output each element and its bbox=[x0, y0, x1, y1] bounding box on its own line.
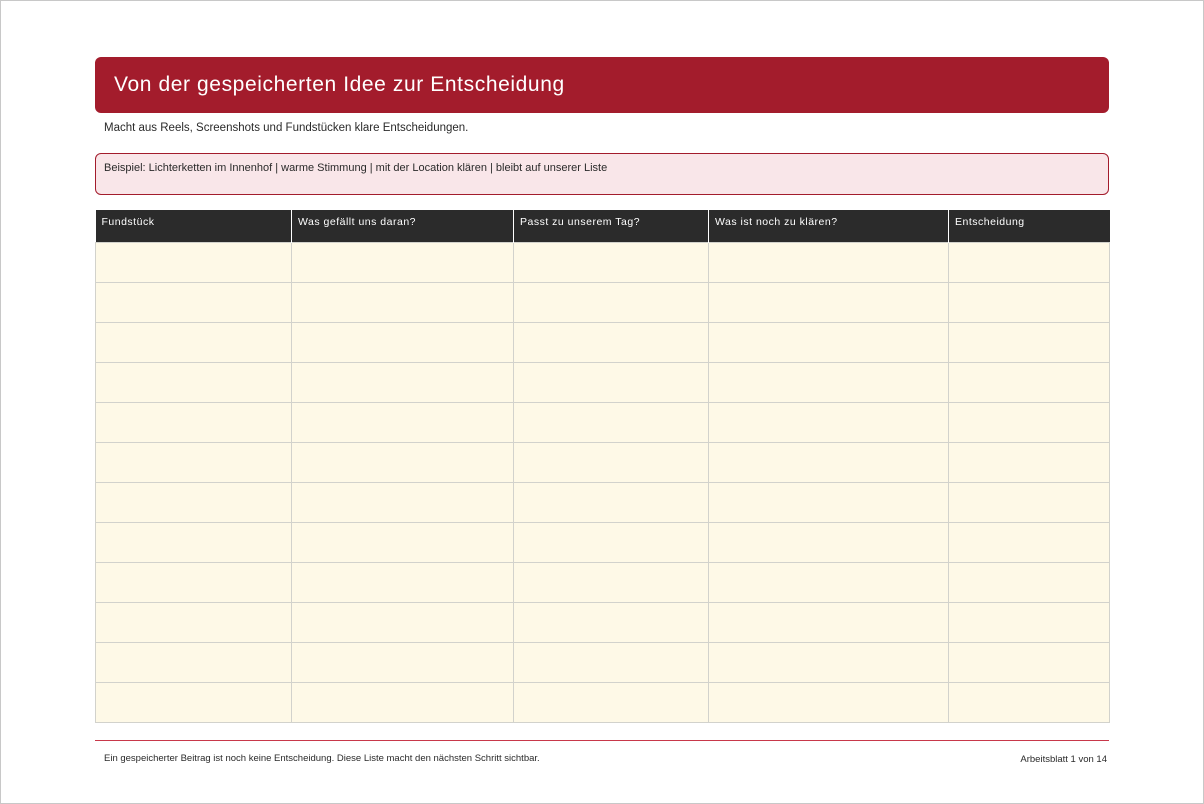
footer-divider bbox=[95, 740, 1109, 741]
table-row bbox=[96, 562, 1110, 602]
table-cell[interactable] bbox=[514, 522, 709, 562]
example-box bbox=[95, 153, 1109, 195]
table-cell[interactable] bbox=[709, 562, 949, 602]
table-cell[interactable] bbox=[96, 362, 292, 402]
table-cell[interactable] bbox=[949, 282, 1110, 322]
example-text: Beispiel: Lichterketten im Innenhof | warme Stimmung | mit der Location klären | bleibt auf unserer Liste bbox=[104, 162, 608, 174]
table-cell[interactable] bbox=[96, 522, 292, 562]
table-row bbox=[96, 602, 1110, 642]
table-cell[interactable] bbox=[709, 682, 949, 722]
table-cell[interactable] bbox=[709, 522, 949, 562]
table-cell[interactable] bbox=[514, 282, 709, 322]
table-cell[interactable] bbox=[292, 522, 514, 562]
table-cell[interactable] bbox=[292, 442, 514, 482]
table-cell[interactable] bbox=[96, 242, 292, 282]
table-cell[interactable] bbox=[514, 682, 709, 722]
table-row bbox=[96, 482, 1110, 522]
table-row bbox=[96, 282, 1110, 322]
table-cell[interactable] bbox=[96, 402, 292, 442]
table-cell[interactable] bbox=[514, 362, 709, 402]
table-cell[interactable] bbox=[949, 362, 1110, 402]
table-cell[interactable] bbox=[292, 562, 514, 602]
table-cell[interactable] bbox=[292, 602, 514, 642]
table-cell[interactable] bbox=[709, 242, 949, 282]
table-cell[interactable] bbox=[949, 562, 1110, 602]
table-cell[interactable] bbox=[96, 682, 292, 722]
table-cell[interactable] bbox=[709, 282, 949, 322]
table-cell[interactable] bbox=[709, 362, 949, 402]
table-header-row bbox=[96, 210, 1110, 242]
table-cell[interactable] bbox=[96, 442, 292, 482]
table-cell[interactable] bbox=[514, 562, 709, 602]
table-cell[interactable] bbox=[292, 682, 514, 722]
table-cell[interactable] bbox=[96, 602, 292, 642]
column-header-entscheidung: Entscheidung bbox=[949, 210, 1110, 242]
table-cell[interactable] bbox=[96, 482, 292, 522]
column-header-passt-zum-tag: Passt zu unserem Tag? bbox=[514, 210, 709, 242]
table-cell[interactable] bbox=[514, 322, 709, 362]
table-body bbox=[96, 242, 1110, 722]
footer-note: Ein gespeicherter Beitrag ist noch keine Entscheidung. Diese Liste macht den nächsten Schritt sichtbar. bbox=[104, 753, 540, 764]
table-row bbox=[96, 642, 1110, 682]
table-row bbox=[96, 402, 1110, 442]
table-cell[interactable] bbox=[96, 562, 292, 602]
table-row bbox=[96, 682, 1110, 722]
title-banner bbox=[95, 57, 1109, 113]
table-cell[interactable] bbox=[96, 642, 292, 682]
table-cell[interactable] bbox=[514, 602, 709, 642]
table-cell[interactable] bbox=[514, 242, 709, 282]
table-cell[interactable] bbox=[949, 642, 1110, 682]
table-cell[interactable] bbox=[949, 442, 1110, 482]
page-subtitle: Macht aus Reels, Screenshots und Fundstücken klare Entscheidungen. bbox=[104, 122, 469, 134]
table-cell[interactable] bbox=[514, 402, 709, 442]
table-cell[interactable] bbox=[709, 402, 949, 442]
table-cell[interactable] bbox=[949, 242, 1110, 282]
page-title: Von der gespeicherten Idee zur Entscheidung bbox=[114, 73, 565, 96]
table-cell[interactable] bbox=[709, 322, 949, 362]
table-cell[interactable] bbox=[949, 602, 1110, 642]
table-cell[interactable] bbox=[709, 482, 949, 522]
table-cell[interactable] bbox=[709, 602, 949, 642]
table-row bbox=[96, 322, 1110, 362]
table-cell[interactable] bbox=[96, 322, 292, 362]
table-cell[interactable] bbox=[949, 482, 1110, 522]
table-cell[interactable] bbox=[709, 642, 949, 682]
table-cell[interactable] bbox=[292, 482, 514, 522]
table-cell[interactable] bbox=[292, 642, 514, 682]
table-cell[interactable] bbox=[292, 322, 514, 362]
table-cell[interactable] bbox=[292, 282, 514, 322]
table-cell[interactable] bbox=[949, 322, 1110, 362]
page-number: Arbeitsblatt 1 von 14 bbox=[1020, 754, 1107, 765]
table-cell[interactable] bbox=[949, 682, 1110, 722]
table-row bbox=[96, 362, 1110, 402]
column-header-was-gefaellt: Was gefällt uns daran? bbox=[292, 210, 514, 242]
table-cell[interactable] bbox=[292, 362, 514, 402]
table-cell[interactable] bbox=[96, 282, 292, 322]
table-cell[interactable] bbox=[949, 402, 1110, 442]
column-header-fundstueck: Fundstück bbox=[96, 210, 292, 242]
decision-table bbox=[95, 210, 1110, 723]
table-cell[interactable] bbox=[292, 242, 514, 282]
table-cell[interactable] bbox=[949, 522, 1110, 562]
table-row bbox=[96, 442, 1110, 482]
table-cell[interactable] bbox=[514, 442, 709, 482]
table-cell[interactable] bbox=[292, 402, 514, 442]
table-cell[interactable] bbox=[514, 482, 709, 522]
table-cell[interactable] bbox=[514, 642, 709, 682]
table-row bbox=[96, 242, 1110, 282]
table-cell[interactable] bbox=[709, 442, 949, 482]
column-header-noch-zu-klaeren: Was ist noch zu klären? bbox=[709, 210, 949, 242]
table-row bbox=[96, 522, 1110, 562]
